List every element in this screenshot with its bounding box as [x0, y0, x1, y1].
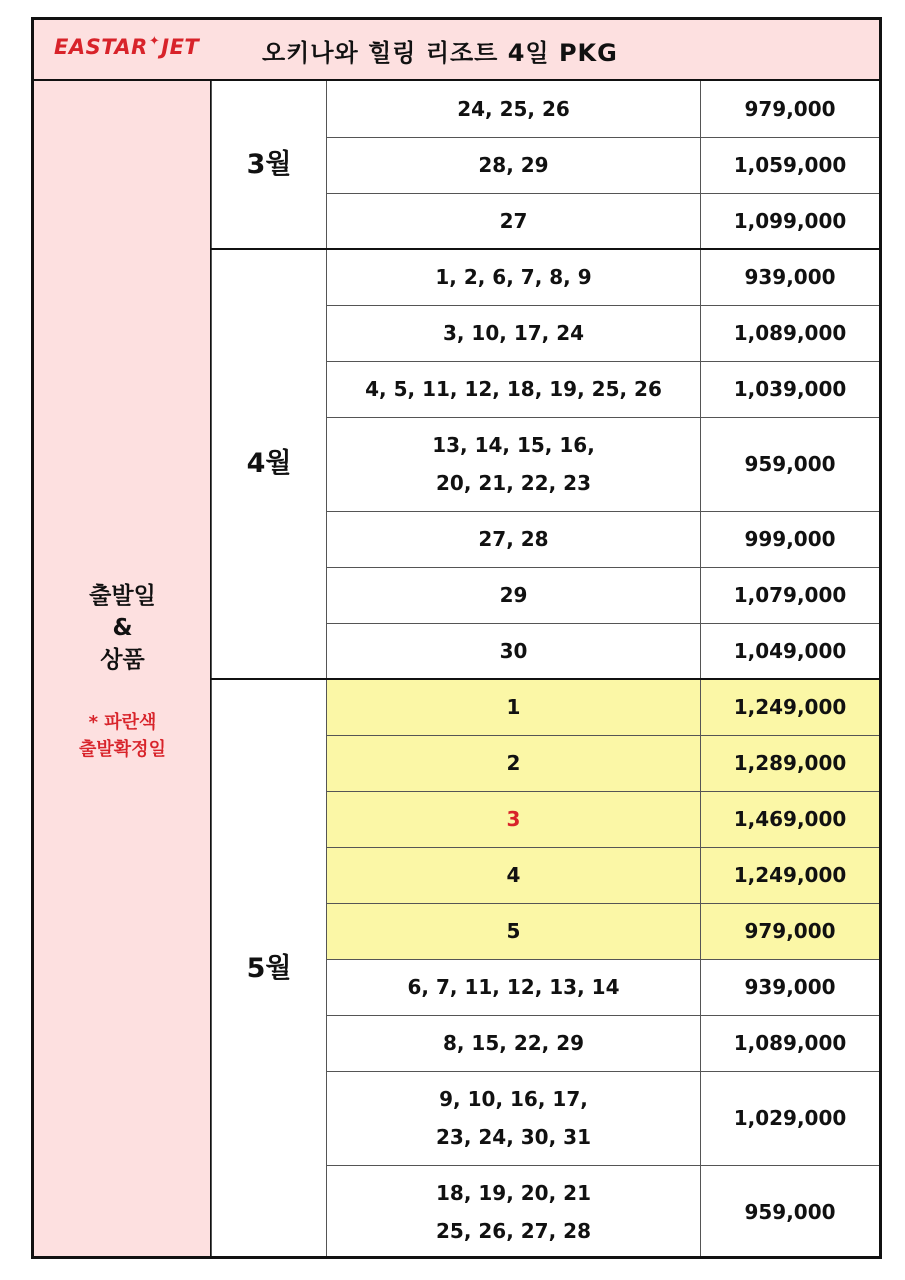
date-line: 27 [499, 208, 528, 233]
departure-dates [327, 735, 701, 791]
departure-dates [327, 567, 701, 623]
departure-dates [327, 791, 701, 847]
price-cell: 1,039,000 [701, 361, 880, 417]
departure-dates [327, 1015, 701, 1071]
price-sheet [31, 17, 882, 1259]
star-icon: ✦ [148, 34, 161, 49]
date-line: 20, 21, 22, 23 [435, 471, 591, 495]
date-line: 4, 5, 11, 12, 18, 19, 25, 26 [365, 377, 662, 401]
package-title: 오키나와 힐링 리조트 4일 PKG [262, 39, 618, 67]
date-line: 3 [506, 807, 521, 831]
eastar-jet-logo: EASTAR✦JET [54, 34, 200, 59]
price-cell: 959,000 [701, 417, 880, 511]
price-cell: 1,099,000 [701, 193, 880, 249]
departure-dates [327, 305, 701, 361]
date-line: 5 [506, 919, 521, 943]
date-line: 4 [506, 863, 521, 887]
departure-product-label: 출발일 & 상품 [89, 583, 156, 673]
price-cell: 1,089,000 [701, 305, 880, 361]
confirmed-departure-note: * 파란색 출발확정일 [79, 712, 166, 760]
date-line: 27, 28 [478, 527, 549, 551]
table-row [212, 249, 880, 305]
departure-dates [327, 679, 701, 735]
date-line: 29 [499, 583, 528, 607]
date-line: 1, 2, 6, 7, 8, 9 [435, 265, 592, 290]
price-cell: 1,249,000 [701, 847, 880, 903]
departure-dates [327, 623, 701, 679]
date-line: 24, 25, 26 [457, 96, 570, 121]
date-line: 30 [499, 638, 528, 663]
date-line: 1 [506, 695, 521, 720]
table-row [212, 81, 880, 137]
side-column [34, 81, 211, 1256]
date-line: 6, 7, 11, 12, 13, 14 [407, 975, 620, 999]
departure-dates [327, 249, 701, 305]
departure-dates [327, 1071, 701, 1165]
date-line: 23, 24, 30, 31 [435, 1125, 591, 1149]
month-label: 4월 [212, 249, 327, 679]
departure-dates [327, 959, 701, 1015]
price-cell: 1,289,000 [701, 735, 880, 791]
price-cell: 979,000 [701, 903, 880, 959]
month-label: 3월 [212, 81, 327, 249]
price-cell: 1,469,000 [701, 791, 880, 847]
departure-dates [327, 81, 701, 137]
price-cell: 999,000 [701, 511, 880, 567]
date-line: 28, 29 [478, 153, 549, 177]
date-line: 13, 14, 15, 16, [432, 433, 595, 457]
price-cell: 939,000 [701, 249, 880, 305]
date-line: 2 [506, 751, 521, 775]
date-line: 9, 10, 16, 17, [439, 1087, 588, 1111]
price-cell: 1,049,000 [701, 623, 880, 679]
schedule-table [211, 81, 879, 1256]
departure-dates [327, 1165, 701, 1259]
header-bar [34, 20, 879, 81]
departure-dates [327, 511, 701, 567]
departure-dates [327, 903, 701, 959]
price-cell: 939,000 [701, 959, 880, 1015]
price-cell: 959,000 [701, 1165, 880, 1259]
departure-dates [327, 193, 701, 249]
date-line: 18, 19, 20, 21 [435, 1181, 591, 1205]
date-line: 3, 10, 17, 24 [442, 321, 585, 345]
price-cell: 1,029,000 [701, 1071, 880, 1165]
price-cell: 979,000 [701, 81, 880, 137]
price-cell: 1,079,000 [701, 567, 880, 623]
table-row [212, 679, 880, 735]
price-cell: 1,089,000 [701, 1015, 880, 1071]
date-line: 25, 26, 27, 28 [435, 1219, 591, 1243]
date-line: 8, 15, 22, 29 [442, 1031, 585, 1055]
departure-dates [327, 417, 701, 511]
month-label: 5월 [212, 679, 327, 1259]
departure-dates [327, 361, 701, 417]
price-cell: 1,249,000 [701, 679, 880, 735]
departure-dates [327, 137, 701, 193]
price-cell: 1,059,000 [701, 137, 880, 193]
departure-dates [327, 847, 701, 903]
